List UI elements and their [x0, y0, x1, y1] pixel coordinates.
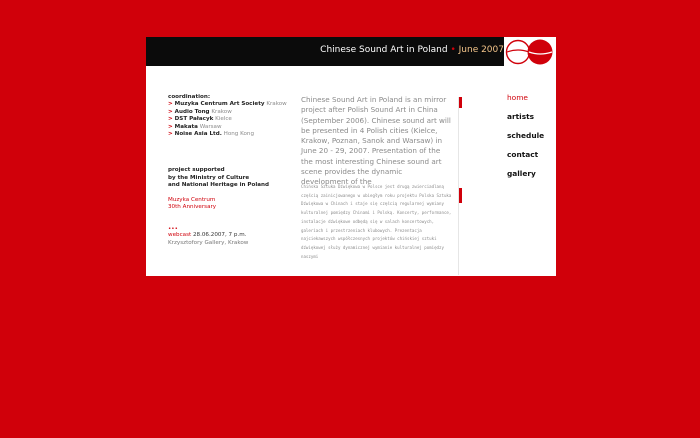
org-item[interactable]: > Muzyka Centrum Art Society Krakow	[168, 101, 287, 108]
anniversary-line: Muzyka Centrum	[168, 196, 216, 203]
org-item[interactable]: > Noise Asia Ltd. Hong Kong	[168, 131, 255, 138]
coordination-heading: coordination:	[168, 94, 211, 100]
webcast-datetime: 28.06.2007, 7 p.m.	[192, 232, 247, 239]
main-nav	[507, 93, 544, 188]
support-line: project supported	[168, 167, 225, 174]
webcast-venue: Krzysztofory Gallery, Krakow	[168, 239, 249, 246]
content-frame	[146, 37, 556, 276]
title-text: Chinese Sound Art in Poland	[320, 45, 448, 55]
nav-item-contact[interactable]: contact	[507, 150, 539, 159]
org-item[interactable]: > Makata Warsaw	[168, 123, 222, 130]
anniversary-line: 30th Anniversary	[168, 204, 217, 211]
intro-polish: Chińska Sztuka Dźwiękowa w Polsce jest drugą zwierciadlaną częścią zainicjowanego w ubiegłym roku projektu Polska Sztuka Dźwiękowa w Chinach i staje się częścią regularnej wymiany kulturalnej pomiędzy Chinami i Polską. Koncerty, performance, instalacje dźwiękowe odbędą się w salach koncertowych, galeriach i przestrzeniach klubowych. Prezentacja najciekawszych współczesnych projektów chińskiej sztuki dźwiękowej służy dynamicznej wymianie kulturalnej pomiędzy naszymi	[301, 184, 452, 259]
coordination-block	[168, 94, 293, 138]
support-line: by the Ministry of Culture	[168, 174, 250, 181]
support-block	[168, 167, 293, 189]
org-item[interactable]: > Audio Tong Krakow	[168, 108, 232, 115]
title-separator: •	[450, 45, 456, 55]
nav-item-schedule[interactable]: schedule	[507, 131, 545, 140]
support-line: and National Heritage in Poland	[168, 182, 270, 189]
nav-item-gallery[interactable]: gallery	[507, 169, 536, 178]
webcast-dots-icon: •••	[168, 226, 178, 233]
title-date: June 2007	[458, 45, 504, 55]
scroll-track[interactable]	[458, 97, 459, 275]
info-column	[168, 94, 293, 247]
page-title	[320, 45, 504, 55]
webcast-link[interactable]: webcast	[168, 232, 192, 239]
header-bar	[146, 37, 504, 66]
anniversary-block[interactable]	[168, 197, 293, 212]
nav-item-artists[interactable]: artists	[507, 112, 535, 121]
scroll-thumb-polish[interactable]	[459, 188, 462, 203]
nav-item-home[interactable]: home	[507, 93, 528, 102]
scroll-thumb-english[interactable]	[459, 97, 462, 108]
logo-circles-icon[interactable]	[505, 38, 555, 66]
intro-english: Chinese Sound Art in Poland is an mirror project after Polish Sound Art in China (September 2006). Chinese sound art will be presented in 4 Polish cities (Kielce, Krakow, Poznan, Sanok and Warsaw) in June 20 - 29, 2007. Presentation of the the most interesting Chinese sound art scene provides the dynamic development of the	[301, 95, 451, 187]
webcast-block	[168, 227, 293, 247]
org-item[interactable]: > DST Pałacyk Kielce	[168, 116, 232, 123]
